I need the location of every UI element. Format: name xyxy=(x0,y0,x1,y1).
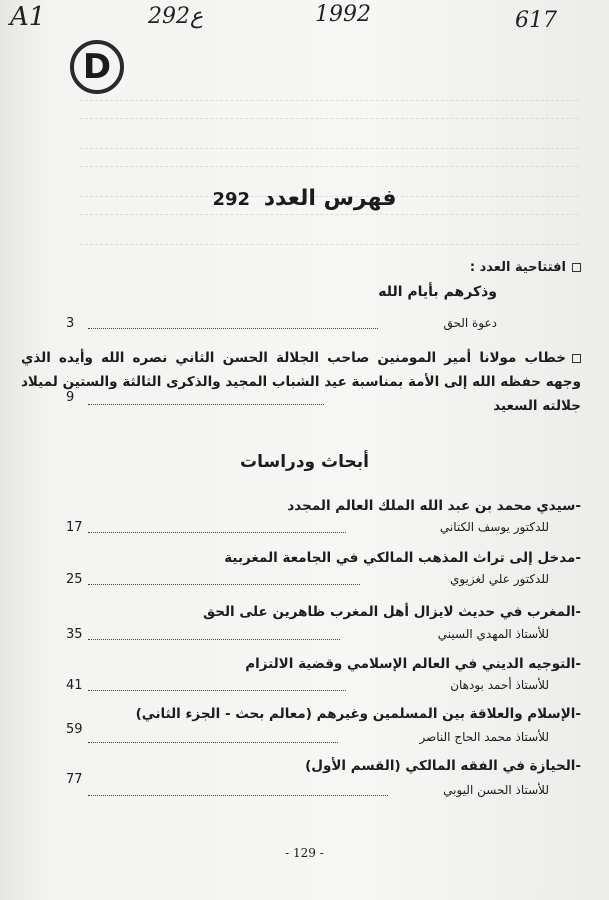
opening-author: دعوة الحق xyxy=(443,316,497,330)
leader-dots xyxy=(88,404,324,405)
bleed-through-line xyxy=(80,100,579,103)
issue-number: 292 xyxy=(212,189,251,210)
article-title: -مدخل إلى تراث المذهب المالكي في الجامعة المغربية xyxy=(224,550,581,566)
bleed-through-line xyxy=(80,214,579,217)
article-page: 35 xyxy=(66,627,83,642)
bleed-through-line xyxy=(80,166,579,169)
bullet-square-icon xyxy=(572,354,581,363)
article-author: للدكتور يوسف الكتاني xyxy=(439,520,549,534)
article-title: -المغرب في حديث لايزال أهل المغرب ظاهرين على الحق xyxy=(203,604,581,620)
bleed-through-line xyxy=(80,118,579,121)
article-author: للأستاذ الحسن اليوبي xyxy=(443,783,549,797)
article-page: 59 xyxy=(66,722,83,737)
leader-dots xyxy=(88,690,346,691)
leader-dots xyxy=(88,742,338,743)
handwritten-number: 292ع xyxy=(148,4,204,29)
article-title: -الحيازة في الفقه المالكي (القسم الأول) xyxy=(305,758,581,774)
leader-dots xyxy=(88,532,346,533)
article-author: للأستاذ أحمد بودهان xyxy=(450,678,549,692)
speech-entry: خطاب مولانا أمير المومنين صاحب الجلالة الحسن الثاني نصره الله وأيده الذي وجهه حفظه الله إلى الأمة بمناسبة عيد الشباب المجيد والذكرى الثالثة والستين لميلاد جلالته السعيد xyxy=(21,350,581,414)
bullet-square-icon xyxy=(572,263,581,272)
article-page: 25 xyxy=(66,572,83,587)
article-title: -سيدي محمد بن عبد الله الملك العالم المجدد xyxy=(287,498,581,514)
leader-dots xyxy=(88,795,388,796)
leader-dots xyxy=(88,584,360,585)
handwritten-page-ref: 617 xyxy=(515,8,557,33)
title-text: فهرس العدد xyxy=(263,186,397,211)
page-title xyxy=(0,186,609,211)
article-page: 41 xyxy=(66,678,83,693)
speech-page: 9 xyxy=(66,390,75,405)
leader-dots xyxy=(88,639,340,640)
leader-dots xyxy=(88,328,378,329)
article-author: للأستاذ محمد الحاج الناصر xyxy=(419,730,549,744)
bleed-through-line xyxy=(80,244,579,247)
page-number: - 129 - xyxy=(285,846,324,860)
article-author: للدكتور علي لغزيوي xyxy=(449,572,549,586)
article-author: للأستاذ المهدي السيني xyxy=(437,627,549,641)
bleed-through-line xyxy=(80,148,579,151)
publication-logo: D xyxy=(70,40,124,94)
opening-heading: افتتاحية العدد : xyxy=(470,260,581,275)
handwritten-year: 1992 xyxy=(315,2,371,27)
article-title: -التوجيه الديني في العالم الإسلامي وقضية الالتزام xyxy=(245,656,581,672)
opening-page: 3 xyxy=(66,316,75,331)
article-page: 17 xyxy=(66,520,83,535)
section-title: أبحاث ودراسات xyxy=(240,452,369,472)
article-title: -الإسلام والعلاقة بين المسلمين وغيرهم (معالم بحث - الجزء الثاني) xyxy=(135,706,581,722)
article-page: 77 xyxy=(66,772,83,787)
opening-subheading: وذكرهم بأيام الله xyxy=(378,284,497,300)
handwritten-code: A1 xyxy=(10,2,46,32)
